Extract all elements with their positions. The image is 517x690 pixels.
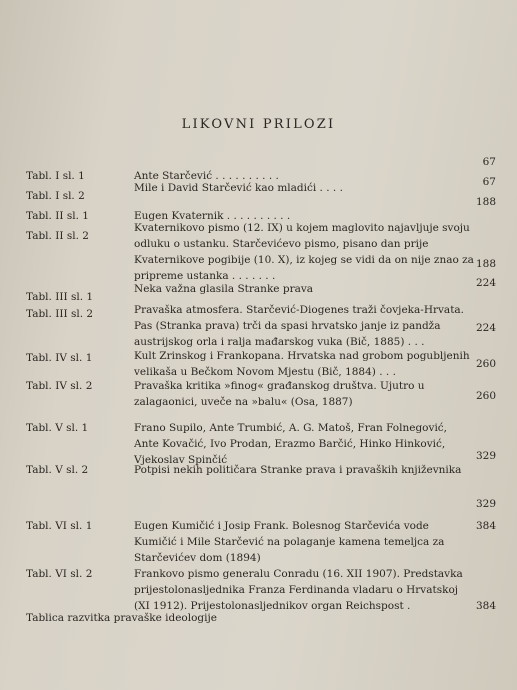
entry-label: Tabl. II sl. 1 — [26, 210, 89, 222]
list-item — [26, 306, 496, 354]
entry-page: 188 — [475, 258, 496, 270]
entry-label: Tabl. V sl. 2 — [26, 464, 89, 476]
entry-page: 260 — [475, 358, 496, 370]
entry-text: Frankovo pismo generalu Conradu (16. XII 1907). Predstavka prijestolonasljednika Franza Ferdinanda vladaru o Hrvatskoj (XI 1912). Prijestolonasljednikov organ Reichspost . — [134, 568, 463, 612]
entry-label: Tabl. IV sl. 1 — [26, 352, 93, 364]
entry-page: 329 — [475, 450, 496, 462]
entry-page: 384 — [475, 520, 496, 532]
entry-text: Frano Supilo, Ante Trumbić, A. G. Matoš, Fran Folnegović, Ante Kovačić, Ivo Prodan, Erazmo Barčić, Hinko Hinković, Vjekoslav Spinčić — [134, 422, 448, 466]
entry-page: 329 — [475, 498, 496, 510]
list-item — [26, 420, 496, 468]
entry-page: 224 — [475, 277, 496, 289]
entry-text: Mile i David Starčević kao mladići . . . . — [134, 182, 343, 194]
entry-page: 67 — [482, 176, 496, 188]
entry-label: Tabl. II sl. 2 — [26, 230, 89, 242]
list-item — [26, 462, 496, 510]
entry-label: Tabl. V sl. 1 — [26, 422, 89, 434]
entry-label: Tabl. I sl. 1 — [26, 170, 85, 182]
entry-text: Potpisi nekih političara Stranke prava i pravaških književnika — [134, 464, 462, 476]
entry-page: 384 — [475, 600, 496, 612]
entry-label: Tabl. III sl. 1 — [26, 291, 94, 303]
entry-page: 260 — [475, 390, 496, 402]
entry-text: Kult Zrinskog i Frankopana. Hrvatska nad grobom pogubljenih velikaša u Bečkom Novom Mjestu (Bič, 1884) . . . — [134, 350, 470, 378]
entry-page: 224 — [475, 322, 496, 334]
list-item — [26, 518, 496, 566]
list-item — [26, 566, 496, 614]
entry-label: Tabl. I sl. 2 — [26, 190, 85, 202]
entry-label: Tabl. VI sl. 2 — [26, 568, 93, 580]
entry-text: Pravaška atmosfera. Starčević-Diogenes traži čovjeka-Hrvata. Pas (Stranka prava) trči da spasi hrvatsko janje iz pandža austrijskog orla i ralja mađarskog vuka (Bič, 1885) . . . — [134, 304, 465, 348]
entry-text: Ante Starčević . . . . . . . . . . — [134, 170, 279, 182]
entry-text: Pravaška kritika »finog« građanskog društva. Ujutro u zalagaonici, uveče na »balu« (Osa, 1887) — [134, 380, 425, 408]
entry-label: Tabl. VI sl. 1 — [26, 520, 93, 532]
entry-label: Tabl. III sl. 2 — [26, 308, 94, 320]
list-item — [26, 378, 496, 410]
footer-entry: Tablica razvitka pravaške ideologije — [26, 612, 217, 624]
entry-page: 67 — [482, 156, 496, 168]
entry-text: Kvaternikovo pismo (12. IX) u kojem maglovito najavljuje svoju odluku o ustanku. Starčevićevo pismo, pisano dan prije Kvaternikove pogibije (10. X), iz kojeg se vidi da on nije znao za pripreme ustanka . . . . . . . — [134, 222, 474, 282]
entry-text: Eugen Kumičić i Josip Frank. Bolesnog Starčevića vode Kumičić i Mile Starčević na polaganje kamena temeljca za Starčevićev dom (1894) — [134, 520, 445, 564]
entry-page: 188 — [475, 196, 496, 208]
entry-label: Tabl. IV sl. 2 — [26, 380, 93, 392]
page-heading: LIKOVNI PRILOZI — [181, 117, 336, 132]
entry-text: Neka važna glasila Stranke prava — [134, 283, 314, 295]
entry-text: Eugen Kvaternik . . . . . . . . . . — [134, 210, 291, 222]
